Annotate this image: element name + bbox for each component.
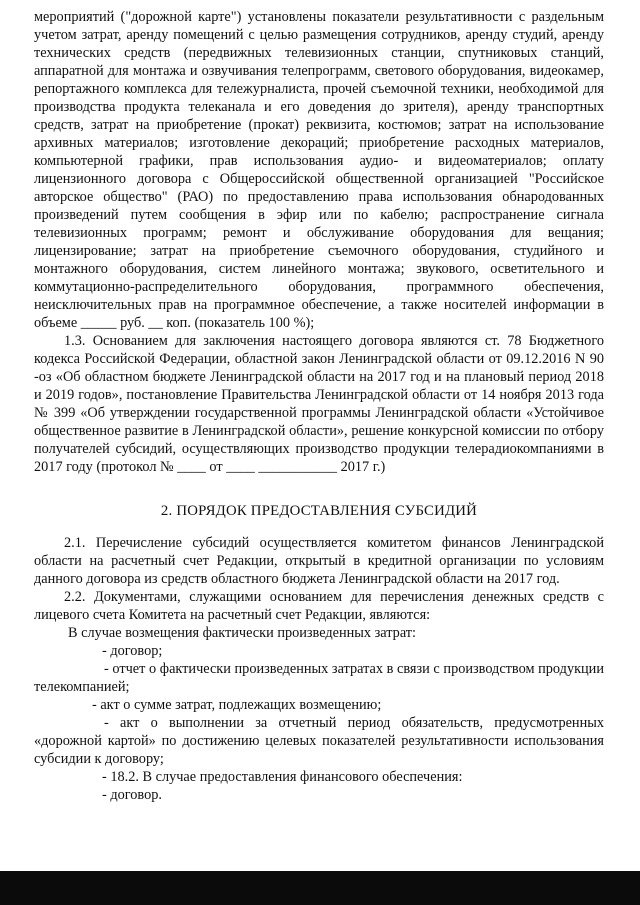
list-item-financial-support: - 18.2. В случае предоставления финансового обеспечения: (102, 769, 463, 785)
list-item-contract-2: - договор. (102, 787, 162, 803)
case-intro: В случае возмещения фактически произведенных затрат: (68, 625, 417, 641)
list-item-contract: - договор; (102, 643, 163, 659)
document-page (34, 8, 604, 804)
list-item-report: - отчет о фактически произведенных затратах в связи с производством продукции телекомпанией; (34, 661, 604, 695)
scan-bottom-edge (0, 871, 640, 905)
section-heading: 2. ПОРЯДОК ПРЕДОСТАВЛЕНИЯ СУБСИДИЙ (160, 503, 478, 519)
paragraph-1-3: 1.3. Основанием для заключения настоящего договора являются ст. 78 Бюджетного кодекса Российской Федерации, областной закон Ленинградской области от 09.12.2016 N 90 -оз «Об областном бюджете Ленинградской области на 2017 год и на плановый период 2018 и 2019 годов», постановление Правительства Ленинградской области от 14 ноября 2013 года № 399 «Об утверждении государственной программы Ленинградской области «Устойчивое общественное развитие в Ленинградской области», решение конкурсной комиссии по отбору получателей субсидий, осуществляющих производство продукции телерадиокомпаниями в 2017 году (протокол № ____ от ____ ___________ 2017 г.) (34, 333, 604, 475)
paragraph-continuation: мероприятий ("дорожной карте") установлены показатели результативности с раздельным учетом затрат, аренду помещений с целью размещения сотрудников, аренду студий, аренду технических средств (передвижных телевизионных станции, спутниковых станций, аппаратной для монтажа и озвучивания телепрограмм, светового оборудования, видеокамер, репортажного комплекса для тележурналиста, прочей съемочной техники, необходимой для производства продукта телеканала и его доведения до зрителя), аренду транспортных средств, затрат на приобретение (прокат) реквизита, костюмов; затрат на использование архивных материалов; изготовление декораций; приобретение расходных материалов, компьютерной графики, прав использования аудио- и видеоматериалов; оплату лицензионного договора с Общероссийской общественной организацией "Российское авторское общество" (РАО) по предоставлению права использования обнародованных произведений путем сообщения в эфир или по кабелю; распространение сигнала телевизионных программ; ремонт и обслуживание оборудования для вещания; лицензирование; затрат на приобретение съемочного оборудования, студийного и монтажного оборудования, систем линейного монтажа; звукового, осветительного и коммутационно-распределительного оборудования, программного обеспечения, неисключительных прав на программное обеспечение, а также носителей информации в объеме _____ руб. __ коп. (показатель 100 %); (34, 9, 604, 331)
paragraph-2-1: 2.1. Перечисление субсидий осуществляется комитетом финансов Ленинградской области на расчетный счет Редакции, открытый в кредитной организации по условиям данного договора из средств областного бюджета Ленинградской области на 2017 год. (34, 535, 604, 587)
list-item-act-costs: - акт о сумме затрат, подлежащих возмещению; (92, 697, 382, 713)
paragraph-2-2: 2.2. Документами, служащими основанием для перечисления денежных средств с лицевого счета Комитета на расчетный счет Редакции, являются: (34, 589, 604, 623)
list-item-act-obligations: - акт о выполнении за отчетный период обязательств, предусмотренных «дорожной картой» по достижению целевых показателей результативности использования субсидии к договору; (34, 715, 604, 767)
